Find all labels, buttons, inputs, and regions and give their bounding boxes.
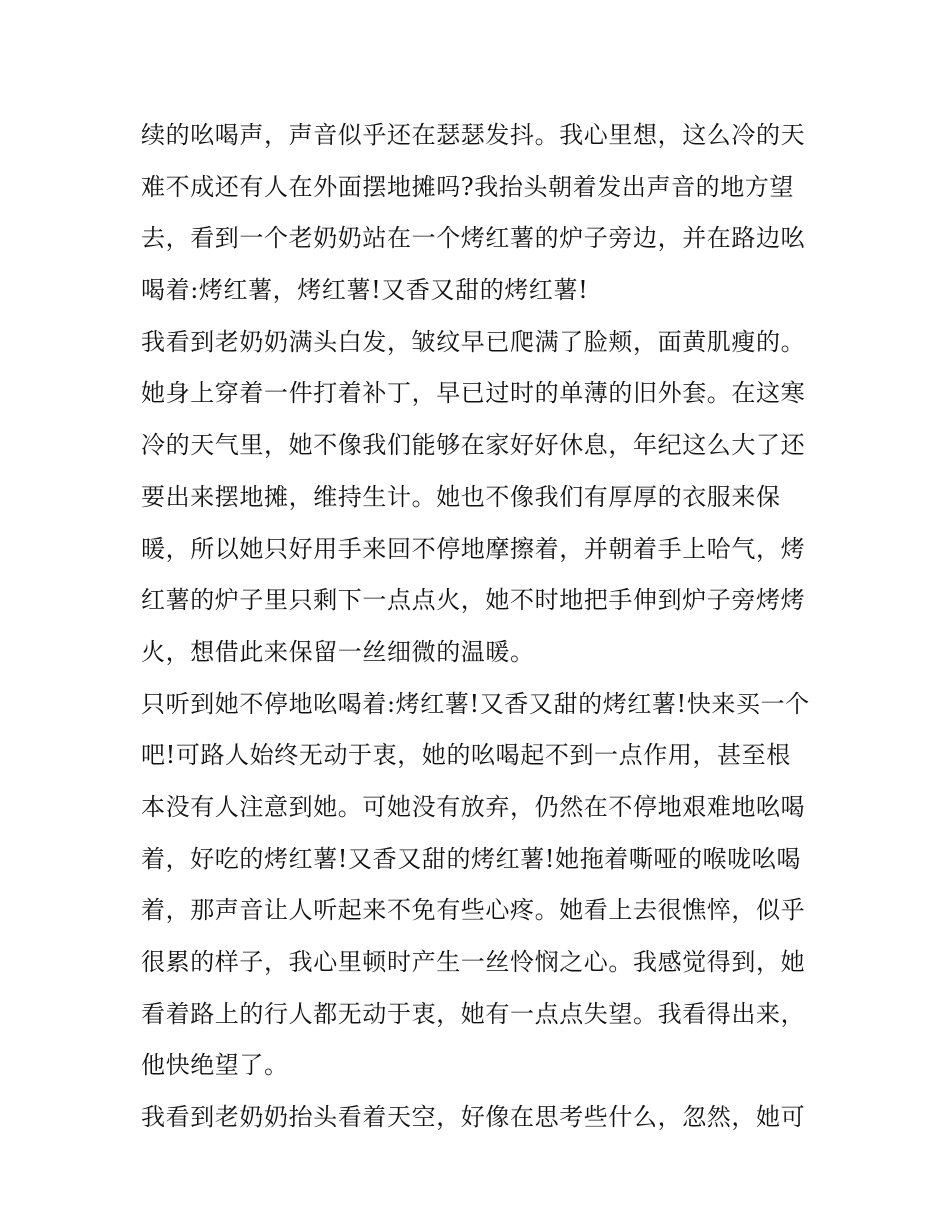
text-line: 她身上穿着一件打着补丁，早已过时的单薄的旧外套。在这寒 bbox=[141, 379, 806, 408]
text-line: 看着路上的行人都无动于衷，她有一点点失望。我看得出来， bbox=[141, 999, 806, 1028]
text-line: 我看到老奶奶抬头看着天空，好像在思考些什么，忽然，她可 bbox=[141, 1103, 806, 1132]
text-line: 难不成还有人在外面摆地摊吗?我抬头朝着发出声音的地方望 bbox=[141, 172, 795, 201]
text-line: 暖，所以她只好用手来回不停地摩擦着，并朝着手上哈气，烤 bbox=[141, 534, 806, 563]
text-line: 只听到她不停地吆喝着:烤红薯!又香又甜的烤红薯!快来买一个 bbox=[141, 689, 810, 718]
text-line: 喝着:烤红薯，烤红薯!又香又甜的烤红薯! bbox=[141, 276, 589, 305]
text-line: 他快绝望了。 bbox=[141, 1051, 289, 1080]
text-line: 要出来摆地摊，维持生计。她也不像我们有厚厚的衣服来保 bbox=[141, 482, 781, 511]
text-line: 很累的样子，我心里顿时产生一丝怜悯之心。我感觉得到，她 bbox=[141, 948, 806, 976]
text-line: 着，那声音让人听起来不免有些心疼。她看上去很憔悴，似乎 bbox=[141, 896, 806, 925]
text-line: 火，想借此来保留一丝细微的温暖。 bbox=[141, 637, 535, 666]
body-text bbox=[141, 110, 821, 1144]
text-line: 去，看到一个老奶奶站在一个烤红薯的炉子旁边，并在路边吆 bbox=[141, 224, 806, 253]
text-line: 续的吆喝声，声音似乎还在瑟瑟发抖。我心里想，这么冷的天 bbox=[141, 121, 806, 149]
text-line: 我看到老奶奶满头白发，皱纹早已爬满了脸颊，面黄肌瘦的。 bbox=[141, 327, 806, 356]
text-line: 着，好吃的烤红薯!又香又甜的烤红薯!她拖着嘶哑的喉咙吆喝 bbox=[141, 844, 802, 873]
text-line: 吧!可路人始终无动于衷，她的吆喝起不到一点作用，甚至根 bbox=[141, 741, 791, 770]
text-line: 红薯的炉子里只剩下一点点火，她不时地把手伸到炉子旁烤烤 bbox=[141, 586, 806, 615]
text-line: 本没有人注意到她。可她没有放弃，仍然在不停地艰难地吆喝 bbox=[141, 792, 806, 821]
text-line: 冷的天气里，她不像我们能够在家好好休息，年纪这么大了还 bbox=[141, 431, 806, 460]
